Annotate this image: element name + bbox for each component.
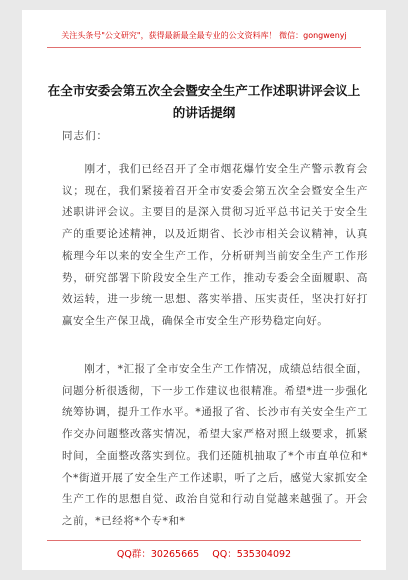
footer-contact: QQ群：30265665 QQ：535304092 [116, 549, 292, 560]
footer-divider [47, 540, 361, 541]
body-paragraph: 刚才，*汇报了全市安全生产工作情况，成绩总结很全面，问题分析很透彻，下一步工作建议也很精准。希望*进一步强化统筹协调，提升工作水平。*通报了省、长沙市有关安全生产工作交办问题整改落实情况，希望大家严格对照上级要求，抓紧时间，全面整改落实到位。我们还随机抽取了*个市直单位和*个*街道开展了安全生产工作述职，听了之后，感觉大家抓安全生产工作的思想自觉、政治自觉和行动自觉越来越强了。开会之前，*已经将*个专*和* [62, 363, 368, 527]
header-divider [47, 47, 361, 48]
header-banner: 关注头条号"公文研究"，获得最新最全最专业的公文资料库！ 微信：gongwenyj [61, 31, 347, 40]
salutation: 同志们： [62, 130, 108, 142]
document-page [22, 10, 386, 570]
body-paragraph: 刚才，我们已经召开了全市烟花爆竹安全生产警示教育会议；现在，我们紧接着召开全市安委会第五次全会暨安全生产述职讲评会议。主要目的是深入贯彻习近平总书记关于安全生产的重要论述精神，以及近期省、长沙市相关会议精神，认真梳理今年以来的安全生产工作，分析研判当前安全生产工作形势，研究部署下阶段安全生产工作，推动专委会全面履职、高效运转，进一步统一思想、落实举措、压实责任，坚决打好打赢安全生产保卫战，确保全市安全生产形势稳定向好。 [62, 163, 368, 327]
document-title: 在全市安委会第五次全会暨安全生产工作述职讲评会议上的讲话提纲 [47, 83, 361, 120]
